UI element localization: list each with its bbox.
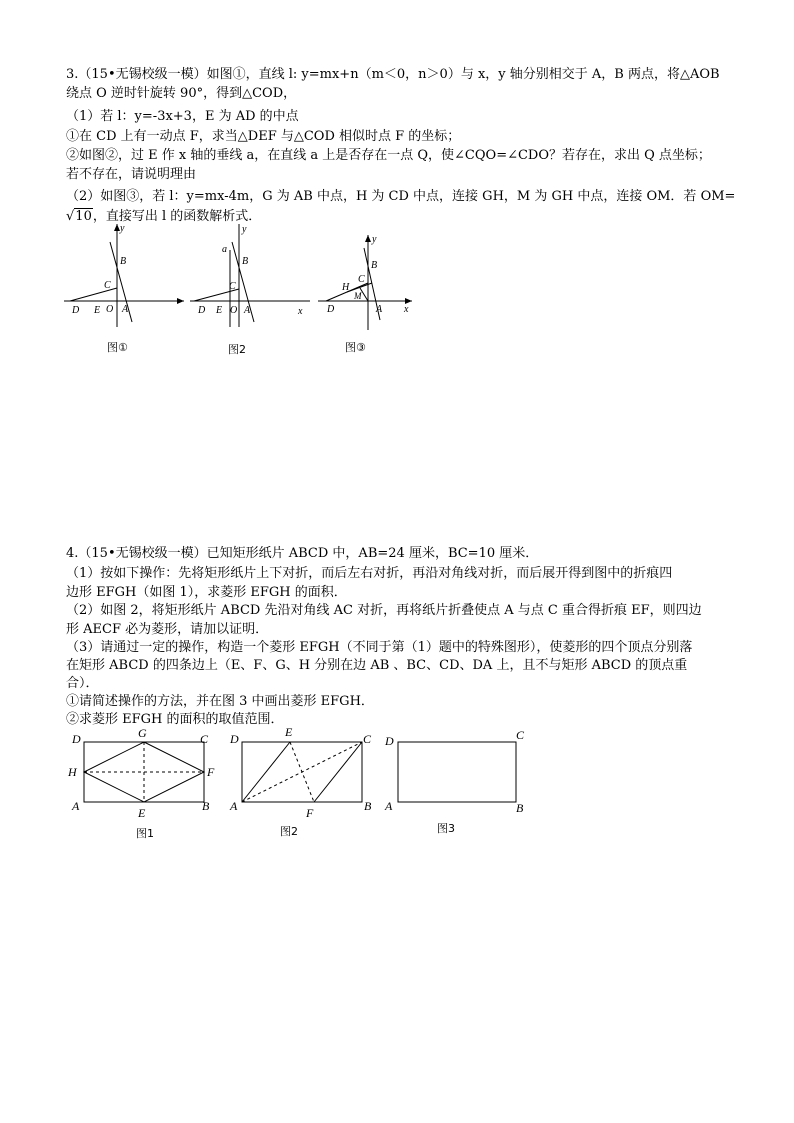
label-F: F: [207, 765, 215, 779]
sqrt-radicand: 10: [75, 209, 92, 224]
label-B: B: [516, 801, 524, 815]
label-C: C: [104, 280, 111, 291]
p4-line-9: ①请简述操作的方法，并在图 3 中画出菱形 EFGH．: [66, 694, 374, 709]
label-A: A: [385, 799, 393, 813]
p4-fig3-caption: 图3: [437, 822, 455, 835]
label-D: D: [327, 304, 335, 315]
label-A: A: [230, 799, 238, 813]
label-H: H: [68, 765, 77, 779]
label-A: A: [376, 304, 383, 315]
label-C: C: [516, 728, 525, 742]
label-D: D: [385, 734, 394, 748]
label-a: a: [222, 244, 227, 255]
p3-line-6: 若不存在，请说明理由: [66, 167, 197, 182]
p4-line-7: 在矩形 ABCD 的四条边上（E、F、G、H 分别在边 AB 、BC、CD、DA 上，且不与矩形 ABCD 的顶点重: [66, 658, 688, 673]
segment-fc: [314, 742, 362, 802]
label-C: C: [358, 274, 365, 285]
p3-line-7: （2）如图③，若 l：y=mx-4m，G 为 AB 中点，H 为 CD 中点，连接 GH，M 为 GH 中点，连接 OM．若 OM=: [66, 189, 736, 204]
p4-line-10: ②求菱形 EFGH 的面积的取值范围．: [66, 712, 284, 727]
label-H: H: [342, 282, 350, 293]
p4-line-3: 边形 EFGH（如图 1），求菱形 EFGH 的面积．: [66, 585, 347, 600]
p3-figure-1: [62, 222, 187, 332]
sqrt-expression: √10: [66, 209, 92, 224]
p4-figure-3: [382, 724, 532, 824]
p3-line-1: 3.（15•无锡校级一模）如图①，直线 l: y=mx+n（m＜0，n＞0）与 x，y 轴分别相交于 A，B 两点，将△AOB: [66, 67, 720, 82]
label-O: O: [230, 305, 238, 316]
y-arrow: [365, 235, 371, 242]
p3-figure-3: [316, 232, 416, 332]
label-x: x: [404, 304, 409, 315]
label-D: D: [72, 732, 81, 746]
label-A: A: [244, 305, 251, 316]
label-O: O: [106, 304, 114, 315]
p3-line-8-rest: ，直接写出 l 的函数解析式．: [92, 209, 262, 224]
label-A: A: [122, 304, 129, 315]
label-F: F: [306, 806, 314, 820]
label-D: D: [72, 305, 80, 316]
p4-line-6: （3）请通过一定的操作，构造一个菱形 EFGH（不同于第（1）题中的特殊图形），使菱形的四个顶点分别落: [66, 640, 693, 655]
p4-fig1-caption: 图1: [136, 827, 154, 840]
p4-line-1: 4.（15•无锡校级一模）已知矩形纸片 ABCD 中，AB=24 厘米，BC=10 厘米．: [66, 546, 539, 561]
p3-fig2-caption: 图2: [228, 343, 246, 356]
crease-ef: [290, 742, 314, 802]
segment-ae: [242, 742, 290, 802]
label-B: B: [120, 256, 127, 267]
p4-figure-1: [64, 724, 224, 824]
label-y: y: [242, 224, 247, 235]
label-B: B: [364, 799, 372, 813]
label-C: C: [229, 281, 236, 292]
p3-fig1-caption: 图①: [107, 341, 128, 354]
p3-line-3: （1）若 l：y=-3x+3，E 为 AD 的中点: [66, 109, 299, 124]
p3-line-4: ①在 CD 上有一动点 F，求当△DEF 与△COD 相似时点 F 的坐标；: [66, 129, 461, 144]
label-M: M: [354, 291, 362, 301]
label-A: A: [72, 799, 80, 813]
label-E: E: [216, 305, 223, 316]
label-E: E: [94, 305, 101, 316]
p4-line-4: （2）如图 2，将矩形纸片 ABCD 先沿对角线 AC 对折，再将纸片折叠使点 A 与点 C 重合得折痕 EF，则四边: [66, 603, 702, 618]
p4-line-5: 形 AECF 必为菱形，请加以证明．: [66, 622, 269, 637]
x-arrow: [177, 298, 184, 304]
label-y: y: [372, 234, 377, 245]
label-B: B: [242, 256, 249, 267]
label-B: B: [202, 799, 210, 813]
label-D: D: [230, 732, 239, 746]
p4-line-2: （1）按如下操作：先将矩形纸片上下对折，而后左右对折，再沿对角线对折，而后展开得到图中的折痕四: [66, 566, 673, 581]
p3-line-5: ②如图②，过 E 作 x 轴的垂线 a，在直线 a 上是否存在一点 Q，使∠CQO=∠CDO？若存在，求出 Q 点坐标；: [66, 148, 711, 163]
label-B: B: [371, 260, 378, 271]
p3-line-2: 绕点 O 逆时针旋转 90°，得到△COD，: [66, 86, 297, 101]
p4-figure-2: [226, 724, 386, 824]
label-y: y: [120, 223, 125, 234]
p4-line-8: 合）．: [66, 676, 99, 691]
label-x: x: [298, 306, 303, 317]
label-D: D: [198, 305, 206, 316]
label-G: G: [138, 726, 147, 740]
label-C: C: [363, 732, 372, 746]
p3-fig3-caption: 图③: [345, 341, 366, 354]
label-C: C: [200, 732, 209, 746]
label-E: E: [285, 725, 293, 739]
line-l: [110, 242, 132, 322]
p4-fig2-caption: 图2: [280, 825, 298, 838]
p3-figure-2: [188, 222, 313, 332]
rectangle-abcd: [398, 742, 516, 802]
label-E: E: [138, 806, 146, 820]
